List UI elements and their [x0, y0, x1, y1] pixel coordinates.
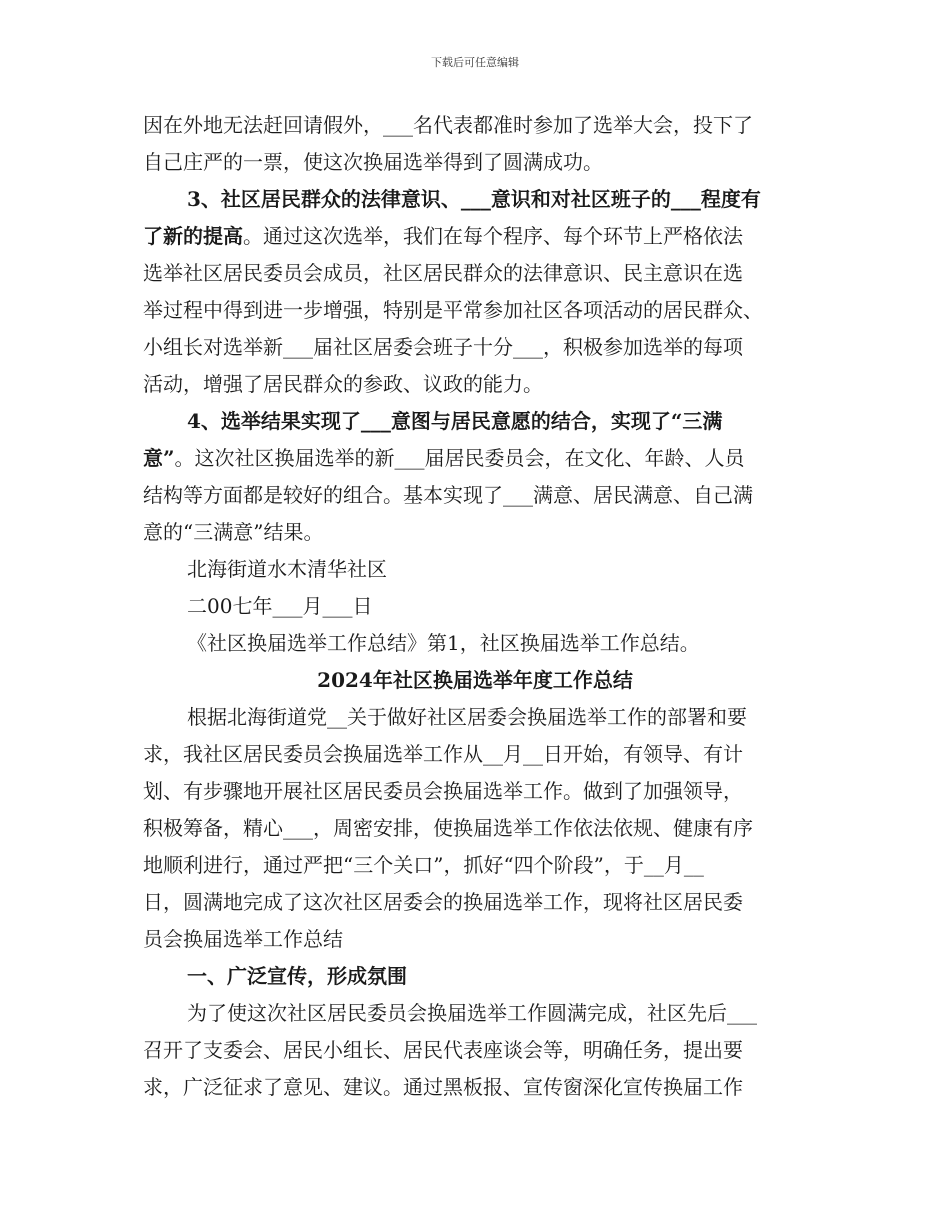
- paragraph-line: 根据北海街道党__关于做好社区居委会换届选举工作的部署和要: [187, 705, 747, 729]
- paragraph-line: 小组长对选举新___届社区居委会班子十分___，积极参加选举的每项: [143, 335, 743, 359]
- paragraph-line: 因在外地无法赶回请假外，___名代表都准时参加了选举大会，投下了: [143, 113, 753, 137]
- paragraph-line: 结构等方面都是较好的组合。基本实现了___满意、居民满意、自己满: [143, 483, 753, 507]
- section-heading-3: 3、社区居民群众的法律意识、___意识和对社区班子的___程度有: [187, 187, 761, 211]
- paragraph-line: 了新的提高。通过这次选举，我们在每个程序、每个环节上严格依法: [143, 224, 743, 248]
- paragraph-line: 积极筹备，精心___，周密安排，使换届选举工作依法依规、健康有序: [143, 816, 753, 840]
- signature-org: 北海街道水木清华社区: [187, 557, 387, 581]
- paragraph-line: 活动，增强了居民群众的参政、议政的能力。: [143, 372, 543, 396]
- paragraph-line: 自己庄严的一票，使这次换届选举得到了圆满成功。: [143, 150, 603, 174]
- paragraph-line: 求，我社区居民委员会换届选举工作从__月__日开始，有领导、有计: [143, 742, 743, 766]
- paragraph-line: 地顺利进行，通过严把“三个关口”，抓好“四个阶段”，于__月__: [143, 853, 704, 877]
- document-title: 2024年社区换届选举年度工作总结: [317, 668, 633, 692]
- paragraph-line: 日，圆满地完成了这次社区居委会的换届选举工作，现将社区居民委: [143, 890, 743, 914]
- paragraph-line: 为了使这次社区居民委员会换届选举工作圆满完成，社区先后___: [187, 1001, 757, 1025]
- paragraph-line: 意”。这次社区换届选举的新___届居民委员会，在文化、年龄、人员: [143, 446, 745, 470]
- reference-line: 《社区换届选举工作总结》第1，社区换届选举工作总结。: [187, 631, 700, 655]
- paragraph-line: 意的“三满意”结果。: [143, 520, 324, 544]
- paragraph-line: 求，广泛征求了意见、建议。通过黑板报、宣传窗深化宣传换届工作: [143, 1075, 743, 1099]
- paragraph-line: 选举社区居民委员会成员，社区居民群众的法律意识、民主意识在选: [143, 261, 743, 285]
- paragraph-line: 举过程中得到进一步增强，特别是平常参加社区各项活动的居民群众、: [143, 298, 763, 322]
- signature-date: 二00七年___月___日: [187, 594, 373, 618]
- section-heading-4: 4、选举结果实现了___意图与居民意愿的结合，实现了“三满: [187, 409, 723, 433]
- paragraph-line: 划、有步骤地开展社区居民委员会换届选举工作。做到了加强领导，: [143, 779, 743, 803]
- paragraph-line: 员会换届选举工作总结: [143, 927, 343, 951]
- page-header: 下载后可任意编辑: [431, 56, 519, 69]
- paragraph-line: 召开了支委会、居民小组长、居民代表座谈会等，明确任务，提出要: [143, 1038, 743, 1062]
- section-heading-1: 一、广泛宣传，形成氛围: [187, 964, 407, 988]
